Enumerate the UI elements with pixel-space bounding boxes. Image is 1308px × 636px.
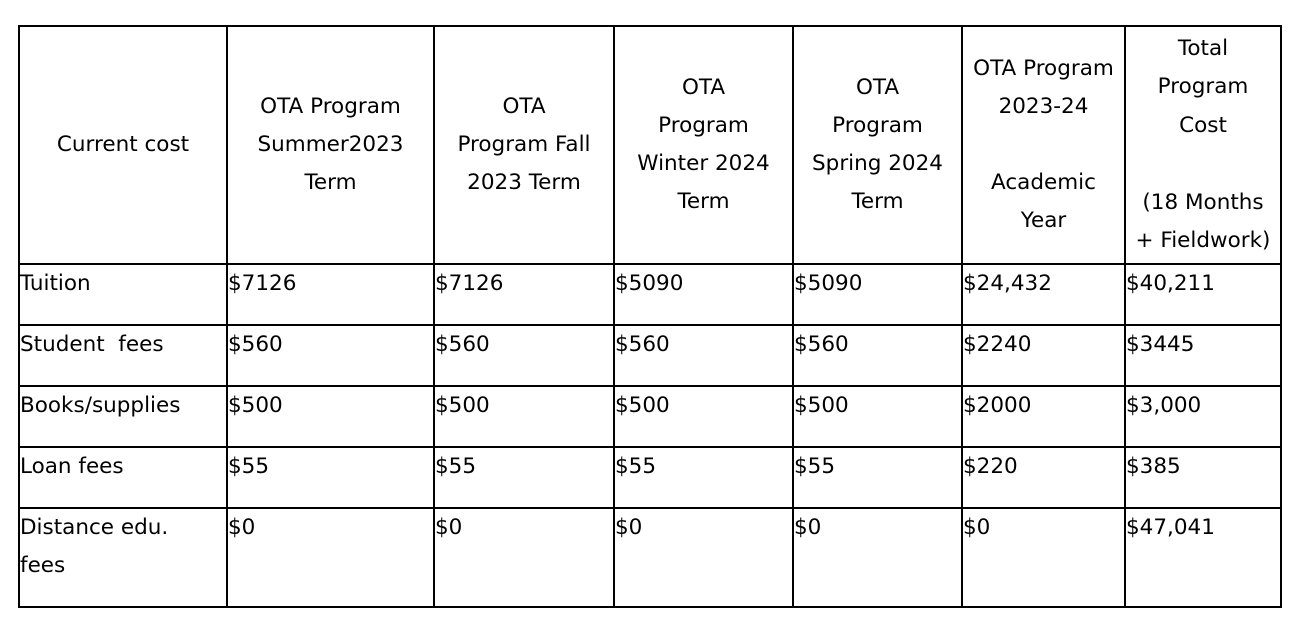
cost-cell: $560 — [227, 325, 434, 386]
program-cost-table — [18, 25, 1282, 608]
cost-cell: $500 — [793, 386, 962, 447]
cost-cell: $220 — [962, 447, 1125, 508]
cost-cell: $2240 — [962, 325, 1125, 386]
cost-cell: $3,000 — [1125, 386, 1281, 447]
table-row-tuition — [19, 264, 1281, 325]
cost-cell: $47,041 — [1125, 508, 1281, 607]
cost-cell: $500 — [227, 386, 434, 447]
cost-cell: $7126 — [227, 264, 434, 325]
cost-cell: $560 — [793, 325, 962, 386]
header-label: Current cost — [56, 132, 190, 157]
cost-cell: $55 — [614, 447, 793, 508]
table-row-distance-edu-fees — [19, 508, 1281, 607]
cost-cell: $560 — [614, 325, 793, 386]
header-winter-2024 — [614, 26, 793, 264]
header-spring-2024 — [793, 26, 962, 264]
header-label: OTA Program 2023-24 Academic Year — [973, 56, 1114, 233]
header-current-cost — [19, 26, 227, 264]
table-row-loan-fees — [19, 447, 1281, 508]
cost-cell: $5090 — [793, 264, 962, 325]
row-label: Loan fees — [19, 447, 227, 508]
cost-cell: $0 — [962, 508, 1125, 607]
header-fall-2023 — [434, 26, 614, 264]
cost-cell: $500 — [434, 386, 614, 447]
cost-cell: $0 — [434, 508, 614, 607]
table-row-books-supplies — [19, 386, 1281, 447]
header-label: OTA Program Summer2023 Term — [257, 94, 404, 195]
cost-cell: $55 — [793, 447, 962, 508]
row-label: Distance edu. fees — [19, 508, 227, 607]
table-row-student-fees — [19, 325, 1281, 386]
row-label: Student fees — [19, 325, 227, 386]
cost-cell: $0 — [793, 508, 962, 607]
header-academic-year — [962, 26, 1125, 264]
header-summer-2023 — [227, 26, 434, 264]
header-label: Total Program Cost (18 Months + Fieldwork) — [1135, 35, 1271, 253]
cost-cell: $7126 — [434, 264, 614, 325]
cost-cell: $0 — [614, 508, 793, 607]
cost-cell: $3445 — [1125, 325, 1281, 386]
cost-cell: $24,432 — [962, 264, 1125, 325]
header-label: OTA Program Spring 2024 Term — [812, 75, 943, 214]
cost-cell: $385 — [1125, 447, 1281, 508]
cost-cell: $40,211 — [1125, 264, 1281, 325]
header-label: OTA Program Winter 2024 Term — [637, 75, 770, 214]
cost-cell: $5090 — [614, 264, 793, 325]
row-label: Tuition — [19, 264, 227, 325]
cost-cell: $55 — [434, 447, 614, 508]
cost-cell: $2000 — [962, 386, 1125, 447]
cost-cell: $500 — [614, 386, 793, 447]
header-total-cost — [1125, 26, 1281, 264]
cost-cell: $55 — [227, 447, 434, 508]
row-label: Books/supplies — [19, 386, 227, 447]
cost-cell: $560 — [434, 325, 614, 386]
cost-cell: $0 — [227, 508, 434, 607]
header-row — [19, 26, 1281, 264]
header-label: OTA Program Fall 2023 Term — [457, 94, 591, 195]
